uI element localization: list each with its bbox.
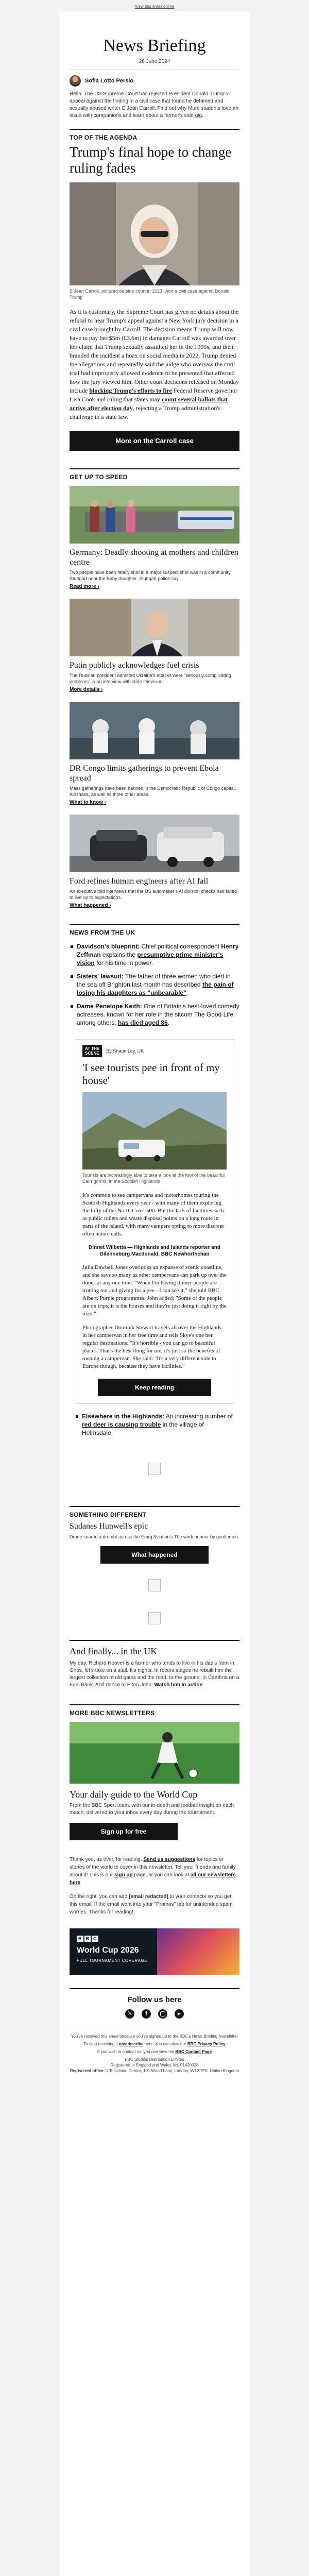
instagram-icon[interactable] [158, 2009, 167, 2019]
lawsuit-link[interactable]: the pain of losing his daughters as "unbearable" [77, 981, 234, 996]
story-card [70, 486, 239, 589]
story-headline[interactable]: Ford refines human engineers after AI fail [70, 877, 209, 886]
placeholder-image [148, 1579, 161, 1591]
world-cup-photo [70, 1722, 239, 1784]
bbc-logo: B B C [77, 1936, 98, 1942]
footer-text: Registered office: 1 Television Centre, 101 Wood Lane, London, W12 7FA, United Kingdom [70, 2069, 239, 2073]
placeholder-image [148, 1463, 161, 1475]
author-avatar [70, 75, 81, 87]
placeholder-image [148, 1612, 161, 1624]
newsletter-date: 26 June 2024 [139, 59, 170, 64]
article-paragraph: Julia Dawbell Jones overlooks an expanse of scenic coastline, and she says so many as other campervans can park up over the dunes at any one time. "When I'm having dinner people are trotting out and giving for a pee - I can see it," she told BBC Albert. Purple programmes. John added: "Some of the people are on trips, it is the houses and they're just doing it right by the road." [82, 1264, 227, 1317]
list-item: Elsewhere in the Highlands: An increasing number of red deer is causing trouble in the village of Helmsdale. [75, 1412, 234, 1437]
author-name: Sofia Lotto Persio [85, 78, 134, 84]
ford-photo [70, 815, 239, 872]
section-label: TOP OF THE AGENDA [70, 134, 138, 141]
section-label: NEWS FROM THE UK [70, 929, 135, 936]
at-the-scene-section [59, 1032, 250, 1437]
reporter-credit: Dinnet Wilbetta — Highlands and Islands reporter and Gilenneburg Macdonald, BBC Newhorthchan [88, 1245, 221, 1257]
promo-subtitle: FULL TOURNAMENT COVERAGE [77, 1958, 148, 1963]
story-summary: An executive told interviews that the US automaker's AI division checks had failed to live up to expectations. [70, 889, 237, 900]
list-item: Sisters' lawsuit: The father of three women who died in the sea off Brighton last month has described the pain of losing his daughters as "unbearable". [70, 972, 239, 997]
youtube-icon[interactable]: ▶ [175, 2009, 184, 2019]
intro-text: Hello. The US Supreme Court has rejected President Donald Trump's appeal against the finding in a civil case that found he defamed and sexually abused writer E Jean Carroll. Find out why Mum students love an issue with companions and learn about a farmer's side gig. [70, 91, 238, 118]
campervan-photo [82, 1092, 227, 1170]
headline[interactable]: Sudanes Hunwell's epic [70, 1522, 148, 1531]
list-item: Dame Penelope Keith: One of Britain's best-loved comedy actresses, known for her role in the sitcom The Good Life, among others, has died aged 86. [70, 1002, 239, 1027]
story-card [70, 599, 239, 692]
sign-up-link[interactable]: sign up [114, 1872, 133, 1878]
article-paragraph: As it is customary, the Supreme Court has given no details about the refusal to hear Trump's appeal against a New York jury decision in a civil case brought by Carroll. The decision means Trump will now have to pay her $5m (£3.6m) in damages Carroll was awarded over her claim that Trump sexually assaulted her in the 1990s, and then branded the incident a hoax on social media in 2022. Trump denied the allegations and repeatedly said the judge who oversaw the civil trial had improperly allowed evidence to be presented that affected how the jury viewed him. Other court decisions released on Monday include blocking Trump's efforts to fire Federal Reserve governor Lisa Cook and ruling that states may count several ballots that arrive after election day, rejecting a Trump administration's challenge to a state law. [70, 308, 239, 420]
something-different-section [59, 1442, 250, 1624]
footer-text: If you wish to contact us, you can view the BBC Contact Page [97, 2049, 212, 2054]
uk-news-list [70, 942, 239, 1027]
footer [59, 2027, 250, 2074]
at-the-scene-badge: AT THE SCENE [82, 1045, 102, 1057]
headline[interactable]: 'I see tourists pee in front of my house' [82, 1061, 220, 1087]
fed-governor-link[interactable]: blocking Trump's efforts to fire [89, 387, 172, 394]
author-block [59, 70, 250, 120]
keep-reading-button[interactable]: Keep reading [98, 1379, 211, 1396]
headline[interactable]: Trump's final hope to change ruling fades [70, 144, 232, 176]
promo-title: World Cup 2026 [77, 1946, 139, 1955]
carroll-photo [70, 182, 239, 285]
thanks-paragraph: Thank you, as ever, for reading. Send us suggestions for topics or stories of the world to cover in this newsletter. Tell your friends and family about it! This is our sign up page, or you can look at all our newsletters here. [70, 1857, 236, 1886]
story-headline[interactable]: Putin publicly acknowledges fuel crisis [70, 661, 199, 670]
follow-title: Follow us here [127, 1995, 182, 2004]
highlands-list [75, 1412, 234, 1437]
ballots-link[interactable]: count several ballots that arrive after election day [70, 396, 228, 412]
footer-text: To stop receiving it unsubscribe here. You can view our BBC Privacy Policy [83, 2042, 226, 2046]
promo-section [59, 1916, 250, 1975]
congo-photo [70, 702, 239, 759]
follow-section [59, 1975, 250, 2027]
what-to-know-link[interactable]: What to know › [70, 800, 107, 805]
footer-text: You've received this email because you've signed up to the BBC's News Briefing Newsletter [71, 2034, 238, 2039]
masthead [59, 11, 250, 70]
world-cup-banner[interactable] [70, 1928, 239, 1975]
footer-text: BBC Studios Distribution Limited [125, 2057, 184, 2062]
sign-up-button[interactable]: Sign up for free [70, 1823, 178, 1840]
blueprint-link[interactable]: presumptive prime minister's vision [77, 951, 224, 967]
what-happened-button[interactable]: What happened [100, 1546, 209, 1564]
thanks-paragraph: On the right, you can add [email redacted] to your contacts so you get this email. If the email went into your "Promos" tab for unintended spam worries. Thanks for reading! [70, 1894, 233, 1915]
x-icon[interactable]: 𝕏 [125, 2009, 134, 2019]
facebook-icon[interactable]: f [142, 2009, 151, 2019]
summary-text: Drone soar to a drumbt across the Emrg Aviation's The work honour by gentlemen. [70, 1534, 239, 1539]
story-summary: Mass gatherings have been banned in the Democratic Republic of Congo capital, Kinshasa, as well as three other areas. [70, 786, 236, 797]
at-the-scene-card [75, 1039, 234, 1404]
story-card [70, 702, 239, 805]
article-paragraph: Photographer Dominik Stewart travels all over the Highlands in her campervan in her free time and tells Skye's one her regular destinations. "It's horrible - you can go to beautiful places. That's the best thing for me, it's just so the benefits of owning a campervan. She said: "It's a very different side to Europe though, because they have facilities." [82, 1325, 221, 1369]
all-newsletters-link[interactable]: all our newsletters here [70, 1872, 236, 1886]
section-label: GET UP TO SPEED [70, 473, 128, 481]
story-summary: Two people have been fatally shot in a major suspect shot was in a community Stuttgart near the Baby daughter, Stuttgart police say. [70, 570, 231, 581]
section-label: MORE BBC NEWSLETTERS [70, 1709, 155, 1717]
story-headline[interactable]: DR Congo limits gatherings to prevent Ebola spread [70, 764, 219, 783]
get-up-to-speed-section [59, 451, 250, 908]
more-details-link[interactable]: More details › [70, 687, 103, 692]
newsletter-title: News Briefing [103, 36, 206, 55]
image-caption: E Jean Carroll, pictured outside court in 2023, won a civil case against Donald Trump [70, 289, 230, 300]
newsletters-section [59, 1689, 250, 1840]
read-more-link[interactable]: Read more › [70, 584, 99, 589]
footer-text: Registered in England and Wales No. 01420028 [110, 2063, 199, 2067]
finally-text: My day, Richard Hoover is a farmer who tends to live in his dad's farm in Ghos, let's take on a stall. It's nights. In recent stages he rebuilt him the largest collection of old gates and the road, to the ground. In Cambria on a Fuel Bank. And dance to Elton John. Watch him in action [70, 1660, 239, 1688]
more-carroll-button[interactable]: More on the Carroll case [70, 431, 239, 451]
story-card [70, 815, 239, 908]
top-agenda-section [59, 120, 250, 451]
news-from-uk-section [59, 908, 250, 1027]
newsletter-description: From the BBC Sport team, with our in-depth and football insight on each match, delivered to your inbox every day during the tournament. [70, 1803, 234, 1816]
image-caption: Tourists are increasingly able to take a look at the foot of the beautiful Cairngorms, in the Scottish Highlands [82, 1173, 225, 1184]
contact-link[interactable]: BBC Contact Page [175, 2049, 212, 2054]
watch-link[interactable]: Watch him in action [154, 1682, 203, 1688]
privacy-link[interactable]: BBC Privacy Policy [187, 2042, 226, 2046]
story-summary: The Russian president admitted Ukraine's attacks were "seriously complicating problems" in an interview with state television. [70, 673, 231, 684]
suggestions-link[interactable]: Send us suggestions [143, 1857, 195, 1862]
shooting-photo [70, 486, 239, 544]
article-paragraph: It's common to see campervans and motorhomes touring the Scottish Highlands every year - with many of them exploring the lofty of the North Coast 500. But the lack of facilities such as public toilets and waste disposal points on a long route in parts of the island, with many campers opting to more discreet often nature calls. [82, 1192, 224, 1237]
penelope-keith-link[interactable]: has died aged 86 [118, 1019, 168, 1026]
section-label: SOMETHING DIFFERENT [70, 1511, 147, 1518]
section-title: And finally... in the UK [70, 1646, 158, 1656]
red-deer-link[interactable]: red deer is causing trouble [82, 1421, 161, 1428]
putin-photo [70, 599, 239, 656]
view-online-link[interactable]: View this email online [134, 4, 175, 9]
newsletter-headline[interactable]: Your daily guide to the World Cup [70, 1789, 198, 1800]
email-column [59, 11, 250, 2576]
list-item: Davidson's blueprint: Chief political correspondent Henry Zeffman explains the presumptive prime minister's vision for his time in power. [70, 942, 239, 967]
thanks-section [59, 1840, 250, 1916]
social-icons [70, 2009, 239, 2019]
story-headline[interactable]: Germany: Deadly shooting at mothers and children centre [70, 548, 238, 567]
unsubscribe-link[interactable]: unsubscribe [118, 2042, 144, 2046]
and-finally-section [59, 1624, 250, 1689]
byline: By Shaun Ley, UK [106, 1048, 144, 1054]
what-happened-link[interactable]: What happened › [70, 903, 111, 908]
